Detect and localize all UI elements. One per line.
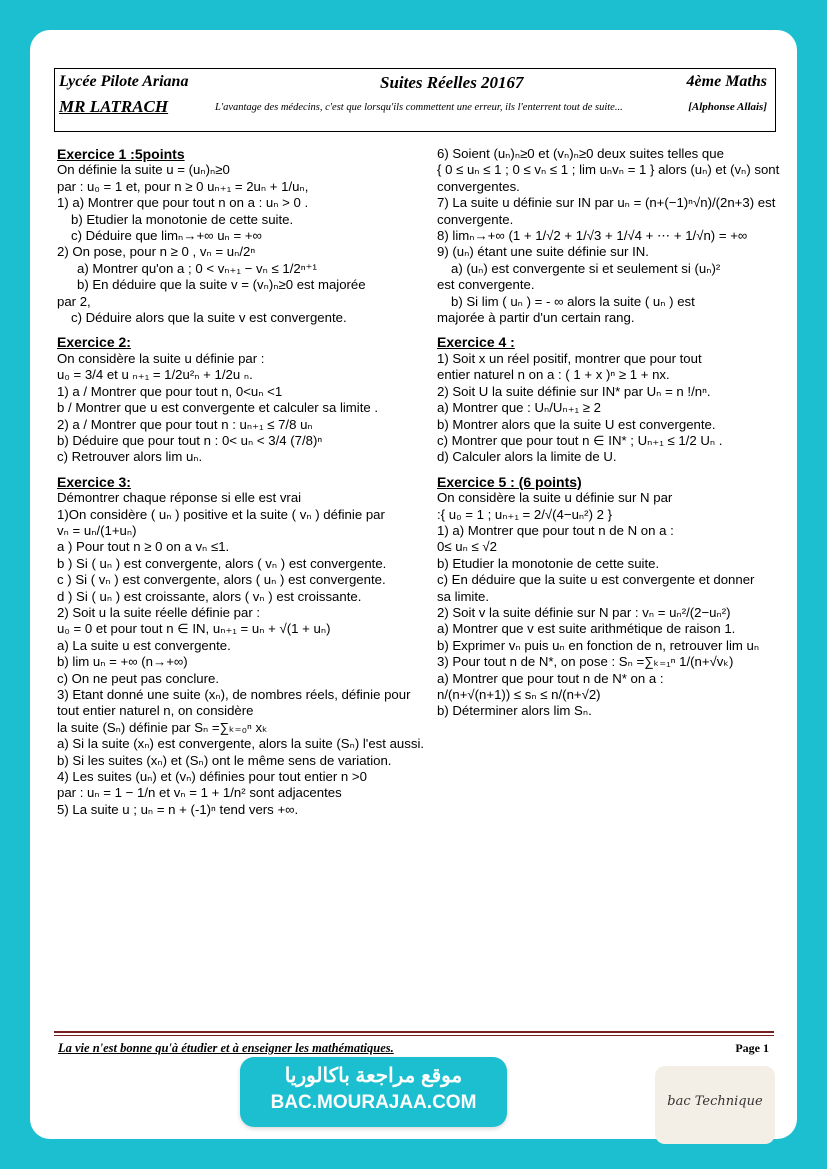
quote-author: [Alphonse Allais] — [688, 101, 767, 113]
text-line: c) On ne peut pas conclure. — [57, 670, 220, 686]
text-line: 6) Soient (uₙ)ₙ≥0 et (vₙ)ₙ≥0 deux suites telles que — [437, 146, 724, 161]
footer-rule — [54, 1031, 774, 1033]
text-line: b) Etudier la monotonie de cette suite. — [437, 555, 660, 571]
text-line: b) Si les suites (xₙ) et (Sₙ) ont le même sens de variation. — [57, 752, 392, 768]
left-column — [57, 146, 425, 818]
text-line: convergente. — [437, 211, 514, 227]
text-line: c) En déduire que la suite u est convergente et donner sa limite. — [437, 572, 755, 604]
footer-rule-thin — [54, 1035, 774, 1036]
text-line: par : uₙ = 1 − 1/n et vₙ = 1 + 1/n² sont adjacentes — [57, 785, 342, 801]
footer-motto: La vie n'est bonne qu'à étudier et à enseigner les mathématiques. — [58, 1041, 394, 1055]
exercise-heading: Exercice 4 : — [437, 334, 515, 351]
text-line: majorée à partir d'un certain rang. — [437, 310, 635, 326]
text-line: a) Montrer que : Uₙ/Uₙ₊₁ ≥ 2 — [437, 400, 602, 416]
spacer — [437, 326, 767, 334]
text-line: d ) Si ( uₙ ) est croissante, alors ( vₙ ) est croissante. — [57, 588, 362, 604]
text-line: { 0 ≤ uₙ ≤ 1 ; 0 ≤ vₙ ≤ 1 ; lim uₙvₙ = 1 } alors (uₙ) et (vₙ) sont — [437, 162, 780, 178]
banner-arabic-title: موقع مراجعة باكالوريا — [284, 1065, 463, 1087]
text-line: 3) Pour tout n de N*, on pose : Sₙ =∑ₖ₌₁ⁿ 1/(n+√vₖ) — [437, 654, 734, 670]
text-line: 9) (uₙ) étant une suite définie sur IN. — [437, 244, 649, 260]
text-line: b) lim uₙ = +∞ (n→+∞) — [57, 654, 188, 670]
text-line: est convergente. — [437, 277, 535, 293]
text-line: 0≤ uₙ ≤ √2 — [437, 539, 497, 555]
exercise-heading: Exercice 1 :5points — [57, 146, 185, 162]
teacher-name: MR LATRACH — [59, 97, 169, 116]
document-page — [30, 30, 797, 1139]
text-line: :{ u₀ = 1 ; uₙ₊₁ = 2/√(4−uₙ²) 2 } — [437, 506, 613, 522]
text-line: 2) Soit v la suite définie sur N par : vₙ = uₙ²/(2−uₙ²) — [437, 604, 731, 620]
school-name: Lycée Pilote Ariana — [59, 73, 189, 90]
text-line: vₙ = uₙ/(1+uₙ) — [57, 522, 137, 538]
text-line: par : u₀ = 1 et, pour n ≥ 0 uₙ₊₁ = 2uₙ + 1/uₙ, — [57, 178, 309, 194]
text-line: b) Etudier la monotonie de cette suite. — [71, 211, 294, 227]
text-line: a) (uₙ) est convergente si et seulement si (uₙ)² — [451, 260, 721, 276]
text-line: b) Montrer alors que la suite U est convergente. — [437, 416, 716, 432]
site-logo-right — [522, 1074, 550, 1102]
text-line: 1)On considère ( uₙ ) positive et la suite ( vₙ ) définie par — [57, 506, 385, 522]
class-level: 4ème Maths — [686, 73, 767, 90]
text-line: c) Déduire alors que la suite v est convergente. — [71, 310, 347, 326]
exercise-heading: Exercice 5 : (6 points) — [437, 473, 582, 490]
page-number: Page 1 — [735, 1041, 769, 1055]
text-line: a ) Pour tout n ≥ 0 on a vₙ ≤1. — [57, 539, 230, 555]
text-line: 1) a) Montrer que pour tout n on a : uₙ > 0 . — [57, 195, 309, 211]
text-line: 4) Les suites (uₙ) et (vₙ) définies pour tout entier n >0 — [57, 769, 367, 785]
text-line: 8) limₙ→+∞ (1 + 1/√2 + 1/√3 + 1/√4 + ⋯ + 1/√n) = +∞ — [437, 228, 748, 244]
text-line: b) Si lim ( uₙ ) = - ∞ alors la suite ( uₙ ) est — [451, 293, 695, 309]
spacer — [437, 466, 767, 474]
text-line: convergentes. — [437, 178, 520, 194]
text-line: 1) a) Montrer que pour tout n de N on a : — [437, 522, 674, 538]
document-title: Suites Réelles 20167 — [380, 73, 524, 92]
text-line: b / Montrer que u est convergente et calculer sa limite . — [57, 400, 379, 416]
exercise-heading: Exercice 3: — [57, 473, 131, 490]
text-line: 2) On pose, pour n ≥ 0 , vₙ = uₙ/2ⁿ — [57, 244, 256, 260]
spacer — [57, 466, 425, 474]
text-line: a) Montrer qu'on a ; 0 < vₙ₊₁ − vₙ ≤ 1/2ⁿ⁺¹ — [77, 260, 317, 276]
header-box — [54, 68, 776, 132]
text-line: Démontrer chaque réponse si elle est vrai — [57, 490, 302, 506]
text-line: la suite (Sₙ) définie par Sₙ =∑ₖ₌₀ⁿ xₖ — [57, 719, 268, 735]
text-line: 2) Soit u la suite réelle définie par : — [57, 604, 261, 620]
text-line: b) En déduire que la suite v = (vₙ)ₙ≥0 est majorée — [77, 277, 366, 293]
watermark-text: bac Technique — [667, 1094, 763, 1109]
text-line: u₀ = 3/4 et u ₙ₊₁ = 1/2u²ₙ + 1/2u ₙ. — [57, 367, 253, 383]
text-line: entier naturel n on a : ( 1 + x )ⁿ ≥ 1 + nx. — [437, 367, 670, 383]
text-line: a) Montrer que v est suite arithmétique de raison 1. — [437, 621, 736, 637]
text-line: u₀ = 0 et pour tout n ∈ IN, uₙ₊₁ = uₙ + √(1 + uₙ) — [57, 621, 331, 637]
text-line: a) La suite u est convergente. — [57, 637, 231, 653]
text-line: On considère la suite u définie sur N par — [437, 490, 673, 506]
text-line: 2) Soit U la suite définie sur IN* par Uₙ = n !/nⁿ. — [437, 383, 711, 399]
text-line: c) Retrouver alors lim uₙ. — [57, 449, 203, 465]
text-line: 5) La suite u ; uₙ = n + (-1)ⁿ tend vers +∞. — [57, 801, 299, 817]
right-column — [437, 146, 780, 720]
text-line: c ) Si ( vₙ ) est convergente, alors ( uₙ ) est convergente. — [57, 572, 386, 588]
exercise-heading: Exercice 2: — [57, 334, 131, 351]
banner-url[interactable]: BAC.MOURAJAA.COM — [270, 1092, 477, 1113]
text-line: 1) Soit x un réel positif, montrer que pour tout — [437, 350, 702, 366]
site-banner[interactable] — [240, 1057, 507, 1127]
text-line: n/(n+√(n+1)) ≤ sₙ ≤ n/(n+√2) — [437, 687, 601, 702]
text-line: 3) Etant donné une suite (xₙ), de nombres réels, définie pour tout entier naturel n, on considère — [57, 687, 411, 719]
text-line: 1) a / Montrer que pour tout n, 0<uₙ <1 — [57, 383, 283, 399]
text-line: c) Déduire que limₙ→+∞ uₙ = +∞ — [71, 228, 262, 244]
watermark-card — [655, 1066, 775, 1144]
text-line: par 2, — [57, 293, 91, 309]
header-quote: L'avantage des médecins, c'est que lorsqu'ils commettent une erreur, ils l'enterrent tout de suite... — [215, 102, 623, 113]
spacer — [57, 326, 425, 334]
text-line: d) Calculer alors la limite de U. — [437, 449, 617, 465]
text-line: b) Exprimer vₙ puis uₙ en fonction de n, retrouver lim uₙ — [437, 637, 760, 653]
text-line: b) Déduire que pour tout n : 0< uₙ < 3/4 (7/8)ⁿ — [57, 432, 323, 448]
text-line: b) Déterminer alors lim Sₙ. — [437, 703, 592, 719]
text-line: On considère la suite u définie par : — [57, 350, 265, 366]
text-line: c) Montrer que pour tout n ∈ IN* ; Uₙ₊₁ ≤ 1/2 Uₙ . — [437, 432, 723, 448]
text-line: b ) Si ( uₙ ) est convergente, alors ( vₙ ) est convergente. — [57, 555, 387, 571]
text-line: a) Si la suite (xₙ) est convergente, alors la suite (Sₙ) l'est aussi. — [57, 736, 425, 752]
text-line: 7) La suite u définie sur IN par uₙ = (n+(−1)ⁿ√n)/(2n+3) est — [437, 195, 776, 211]
text-line: 2) a / Montrer que pour tout n : uₙ₊₁ ≤ 7/8 uₙ — [57, 416, 313, 432]
text-line: a) Montrer que pour tout n de N* on a : — [437, 670, 664, 686]
text-line: On définie la suite u = (uₙ)ₙ≥0 — [57, 162, 230, 178]
